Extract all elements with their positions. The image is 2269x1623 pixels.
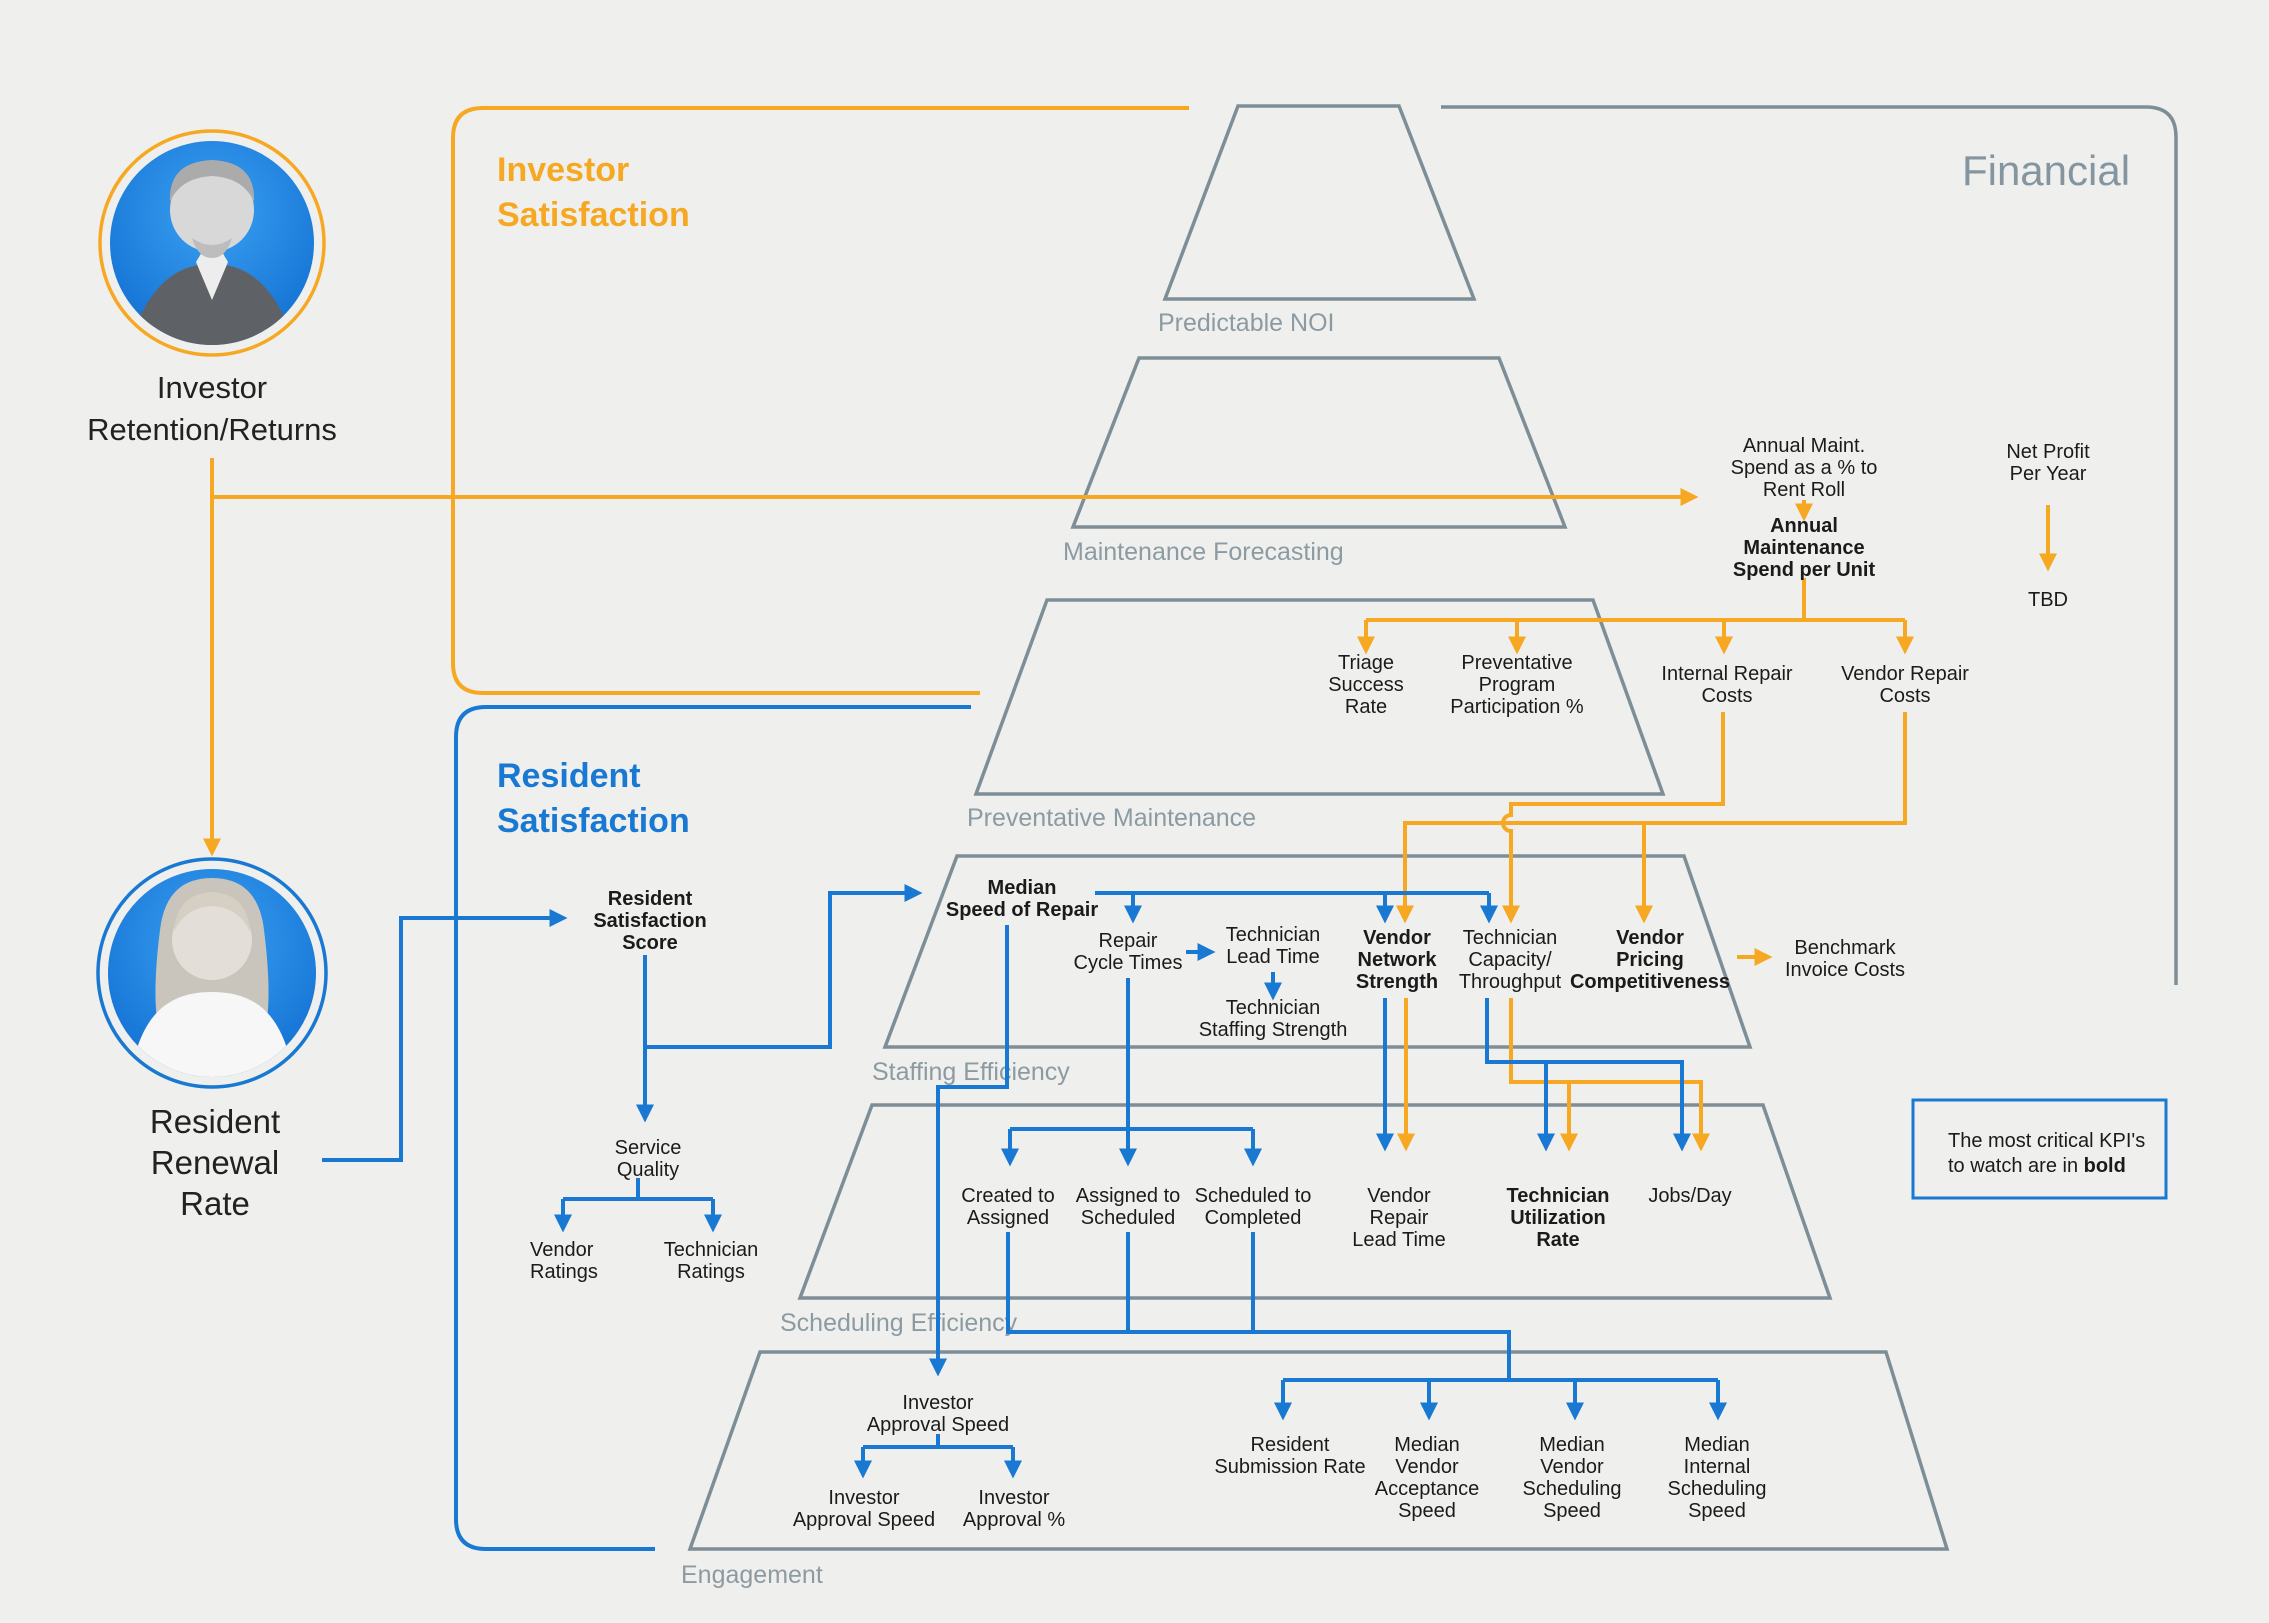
resident-persona-label-line2: Renewal xyxy=(150,1144,280,1181)
kpi-created-assigned-line2: Assigned xyxy=(966,1207,1050,1229)
tier-label-engagement: Engagement xyxy=(681,1561,823,1589)
kpi-annual-maint-pct-line1: Annual Maint. xyxy=(1742,435,1866,457)
kpi-assigned-scheduled-line1: Assigned to xyxy=(1075,1185,1181,1207)
kpi-tbd-line1: TBD xyxy=(2028,589,2068,611)
kpi-median-internal-scheduling-line3: Scheduling xyxy=(1667,1478,1767,1500)
kpi-median-vendor-acceptance-line2: Vendor xyxy=(1395,1456,1459,1478)
kpi-scheduled-completed-line1: Scheduled to xyxy=(1194,1185,1312,1207)
kpi-created-assigned-line1: Created to xyxy=(961,1185,1055,1207)
kpi-tech-staffing-line1: Technician xyxy=(1225,997,1321,1019)
kpi-vendor-repair-lead-line3: Lead Time xyxy=(1352,1229,1446,1251)
kpi-assigned-scheduled xyxy=(1076,1185,1181,1229)
kpi-median-internal-scheduling-line2: Internal xyxy=(1683,1456,1751,1478)
resident-avatar xyxy=(98,859,326,1087)
kpi-net-profit-line1: Net Profit xyxy=(2006,441,2090,463)
kpi-vendor-pricing xyxy=(1570,927,1730,993)
kpi-net-profit-line2: Per Year xyxy=(2009,463,2087,485)
financial-section-title: Financial xyxy=(1961,147,2131,194)
orange-vendor-repair-descent xyxy=(1405,712,1905,907)
tier-shape-maintenance-forecasting xyxy=(1073,358,1565,527)
kpi-resident-submission-line1: Resident xyxy=(1250,1434,1330,1456)
kpi-service-quality-line2: Quality xyxy=(616,1159,680,1181)
kpi-vendor-repair-lead-line1: Vendor xyxy=(1367,1185,1431,1207)
kpi-vendor-ratings-line2: Ratings xyxy=(530,1261,598,1283)
kpi-vendor-pricing-line3: Competitiveness xyxy=(1569,971,1731,993)
kpi-triage-success-line3: Rate xyxy=(1344,696,1388,718)
investor-satisfaction-title-line1: Investor xyxy=(497,151,630,189)
critical-kpi-note-line2-bold: bold xyxy=(2083,1155,2126,1177)
tier-label-predictable-noi: Predictable NOI xyxy=(1158,309,1335,337)
kpi-triage-success xyxy=(1328,652,1404,718)
kpi-vendor-ratings-line1: Vendor xyxy=(530,1239,594,1261)
kpi-repair-cycle-line2: Cycle Times xyxy=(1073,952,1183,974)
kpi-median-internal-scheduling-line4: Speed xyxy=(1688,1500,1746,1522)
kpi-created-assigned xyxy=(961,1185,1054,1229)
kpi-net-profit xyxy=(2006,441,2090,485)
kpi-investor-approval-pct-line2: Approval % xyxy=(962,1509,1066,1531)
kpi-median-speed-line1: Median xyxy=(987,877,1057,899)
kpi-annual-maint-unit-line2: Maintenance xyxy=(1743,537,1865,559)
kpi-vendor-repair-line1: Vendor Repair xyxy=(1841,663,1969,685)
kpi-tech-ratings xyxy=(664,1239,759,1283)
kpi-tech-capacity-line3: Throughput xyxy=(1458,971,1562,993)
kpi-tech-capacity-line1: Technician xyxy=(1462,927,1558,949)
orange-tech-capacity-passthrough xyxy=(1511,998,1701,1135)
kpi-vendor-network-line3: Strength xyxy=(1355,971,1439,993)
kpi-median-vendor-acceptance-line4: Speed xyxy=(1398,1500,1456,1522)
kpi-jobs-day-line1: Jobs/Day xyxy=(1648,1185,1732,1207)
kpi-resident-submission xyxy=(1214,1434,1365,1478)
kpi-tech-capacity xyxy=(1459,927,1562,993)
kpi-tech-lead-line1: Technician xyxy=(1225,924,1321,946)
kpi-internal-repair-line1: Internal Repair xyxy=(1661,663,1793,685)
kpi-median-speed-line2: Speed of Repair xyxy=(945,899,1099,921)
kpi-benchmark-invoice-line2: Invoice Costs xyxy=(1784,959,1906,981)
investor-persona-label-line1: Investor xyxy=(156,370,268,405)
kpi-tech-capacity-line2: Capacity/ xyxy=(1468,949,1552,971)
kpi-tech-ratings-line2: Ratings xyxy=(677,1261,745,1283)
kpi-investor-approval xyxy=(867,1392,1009,1436)
kpi-prev-program-line2: Program xyxy=(1478,674,1556,696)
resident-satisfaction-title-line2: Satisfaction xyxy=(497,802,690,840)
kpi-repair-cycle-line1: Repair xyxy=(1098,930,1158,952)
kpi-annual-maint-unit xyxy=(1733,515,1876,581)
kpi-resident-score-line2: Satisfaction xyxy=(593,910,707,932)
kpi-median-speed xyxy=(946,877,1098,921)
kpi-investor-approval-speed xyxy=(793,1487,935,1531)
kpi-vendor-repair-line2: Costs xyxy=(1879,685,1931,707)
kpi-scheduled-completed xyxy=(1195,1185,1312,1229)
critical-kpi-note-line2 xyxy=(1948,1155,2126,1177)
kpi-resident-score xyxy=(593,888,706,954)
kpi-service-quality-line1: Service xyxy=(614,1137,682,1159)
resident-satisfaction-title-line1: Resident xyxy=(497,757,641,795)
kpi-investor-approval-speed-line2: Approval Speed xyxy=(792,1509,936,1531)
kpi-scheduled-completed-line2: Completed xyxy=(1204,1207,1302,1229)
kpi-investor-approval-pct xyxy=(963,1487,1065,1531)
kpi-assigned-scheduled-line2: Scheduled xyxy=(1080,1207,1176,1229)
blue-service-quality-branch xyxy=(563,1178,713,1199)
kpi-tech-lead-line2: Lead Time xyxy=(1226,946,1320,968)
kpi-triage-success-line2: Success xyxy=(1328,674,1404,696)
kpi-tbd xyxy=(2028,589,2068,611)
kpi-vendor-network-line2: Network xyxy=(1357,949,1437,971)
kpi-jobs-day xyxy=(1648,1185,1731,1207)
kpi-internal-repair xyxy=(1661,663,1793,707)
resident-persona-label-line3: Rate xyxy=(180,1185,250,1222)
blue-tech-capacity-passthrough xyxy=(1487,998,1682,1135)
blue-median-to-approval-arrow xyxy=(938,925,1007,1360)
kpi-tech-staffing xyxy=(1199,997,1348,1041)
tier-shape-predictable-noi xyxy=(1165,106,1474,299)
kpi-annual-maint-pct-line3: Rent Roll xyxy=(1762,479,1846,501)
kpi-median-vendor-acceptance xyxy=(1375,1434,1480,1522)
kpi-tech-lead xyxy=(1226,924,1321,968)
kpi-repair-cycle xyxy=(1074,930,1183,974)
kpi-vendor-repair xyxy=(1841,663,1969,707)
kpi-median-internal-scheduling-line1: Median xyxy=(1684,1434,1750,1456)
kpi-vendor-pricing-line2: Pricing xyxy=(1616,949,1684,971)
kpi-tech-utilization-line2: Utilization xyxy=(1510,1207,1606,1229)
kpi-annual-maint-pct xyxy=(1731,435,1878,501)
kpi-investor-approval-speed-line1: Investor xyxy=(828,1487,900,1509)
kpi-vendor-network-line1: Vendor xyxy=(1363,927,1431,949)
kpi-median-vendor-scheduling xyxy=(1523,1434,1622,1522)
kpi-prev-program-line3: Participation % xyxy=(1450,696,1584,718)
investor-satisfaction-title-line2: Satisfaction xyxy=(497,196,690,234)
kpi-benchmark-invoice-line1: Benchmark xyxy=(1794,937,1896,959)
kpi-median-vendor-acceptance-line1: Median xyxy=(1394,1434,1460,1456)
tier-label-staffing-efficiency: Staffing Efficiency xyxy=(872,1058,1070,1086)
kpi-tech-staffing-line2: Staffing Strength xyxy=(1198,1019,1348,1041)
kpi-tech-utilization xyxy=(1507,1185,1610,1251)
kpi-annual-maint-unit-line1: Annual xyxy=(1770,515,1838,537)
kpi-resident-submission-line2: Submission Rate xyxy=(1214,1456,1366,1478)
investor-persona-label-line2: Retention/Returns xyxy=(87,412,337,447)
kpi-triage-success-line1: Triage xyxy=(1338,652,1394,674)
kpi-benchmark-invoice xyxy=(1785,937,1905,981)
investor-avatar xyxy=(100,131,324,355)
kpi-vendor-repair-lead-line2: Repair xyxy=(1369,1207,1429,1229)
blue-collector xyxy=(1008,1232,1509,1380)
kpi-median-vendor-scheduling-line3: Scheduling xyxy=(1522,1478,1622,1500)
pyramid xyxy=(681,106,1947,1589)
kpi-annual-maint-pct-line2: Spend as a % to xyxy=(1730,457,1878,479)
kpi-resident-score-line3: Score xyxy=(622,932,678,954)
kpi-investor-approval-line1: Investor xyxy=(902,1392,974,1414)
kpi-vendor-repair-lead xyxy=(1352,1185,1445,1251)
kpi-prev-program xyxy=(1450,652,1584,718)
kpi-tech-utilization-line1: Technician xyxy=(1506,1185,1610,1207)
kpi-median-vendor-acceptance-line3: Acceptance xyxy=(1374,1478,1480,1500)
kpi-median-vendor-scheduling-line4: Speed xyxy=(1543,1500,1601,1522)
kpi-median-vendor-scheduling-line2: Vendor xyxy=(1540,1456,1604,1478)
kpi-internal-repair-line2: Costs xyxy=(1701,685,1753,707)
kpi-prev-program-line1: Preventative xyxy=(1461,652,1573,674)
critical-kpi-note xyxy=(1913,1100,2166,1198)
kpi-investor-approval-pct-line1: Investor xyxy=(978,1487,1050,1509)
kpi-service-quality xyxy=(615,1137,682,1181)
kpi-annual-maint-unit-line3: Spend per Unit xyxy=(1732,559,1876,581)
kpi-vendor-network xyxy=(1356,927,1438,993)
tier-label-scheduling-efficiency: Scheduling Efficiency xyxy=(780,1309,1018,1337)
kpi-tech-utilization-line3: Rate xyxy=(1536,1229,1580,1251)
critical-kpi-note-line2-prefix: to watch are in xyxy=(1948,1155,2084,1177)
critical-kpi-note-line1: The most critical KPI's xyxy=(1948,1130,2146,1152)
kpi-tech-ratings-line1: Technician xyxy=(663,1239,759,1261)
kpi-investor-approval-line2: Approval Speed xyxy=(866,1414,1010,1436)
kpi-resident-score-line1: Resident xyxy=(607,888,693,910)
kpi-vendor-pricing-line1: Vendor xyxy=(1616,927,1684,949)
resident-persona-label-line1: Resident xyxy=(149,1103,281,1140)
kpi-median-internal-scheduling xyxy=(1668,1434,1767,1522)
tier-label-maintenance-forecasting: Maintenance Forecasting xyxy=(1063,538,1344,566)
kpi-vendor-ratings xyxy=(530,1239,598,1283)
tier-label-preventative-maintenance: Preventative Maintenance xyxy=(967,804,1257,832)
blue-renewal-to-score-arrow xyxy=(322,918,551,1160)
kpi-median-vendor-scheduling-line1: Median xyxy=(1539,1434,1605,1456)
